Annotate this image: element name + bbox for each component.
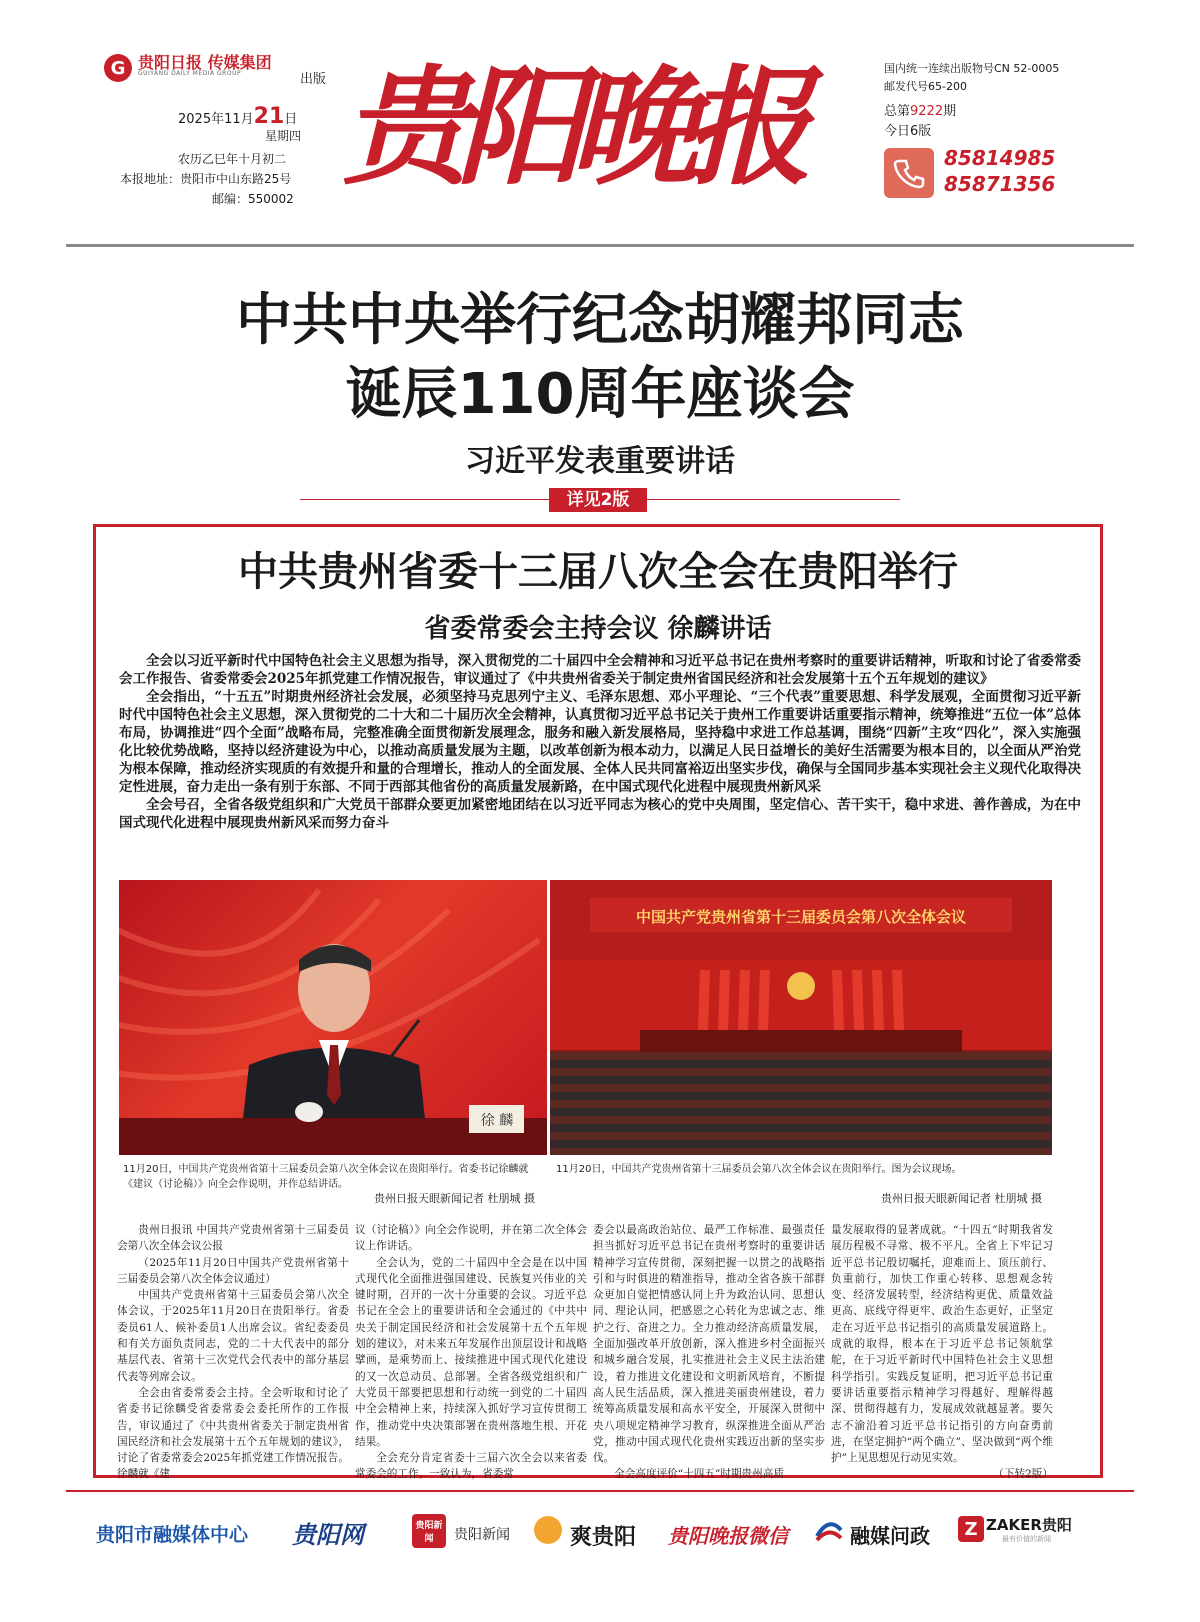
weekday: 星期四 (265, 129, 302, 143)
see-page-badge[interactable]: 详见2版 (549, 488, 647, 512)
headline-line2: 诞辰110周年座谈会 (345, 362, 855, 427)
office-address: 本报地址：贵阳市中山东路25号 (120, 172, 292, 186)
hotline-2: 85871356 (944, 172, 1056, 196)
lead-paragraph: 全会号召，全省各级党组织和广大党员干部群众要更加紧密地团结在以习近平同志为核心的党中央周围，坚定信心、苦干实干，稳中求进、善作善成，为在中国式现代化进程中展现贵州新风采而努力奋斗 (119, 797, 1081, 831)
body-paragraph: 贵州日报讯 中国共产党贵州省第十三届委员会第八次全体会议公报 (117, 1224, 349, 1253)
guiyang-news-logo-icon: 贵阳新闻 (412, 1514, 446, 1548)
hotline-1: 85814985 (944, 146, 1056, 170)
publisher-logo-icon: G (104, 54, 132, 82)
publisher-sub: GUIYANG DAILY MEDIA GROUP (138, 70, 242, 77)
continued-note: （下转2版） (993, 1468, 1053, 1481)
postal-code: 邮发代号65-200 (884, 80, 967, 93)
date-day: 21 (253, 104, 285, 129)
body-column-4 (831, 1222, 1053, 1483)
postcode: 邮编：550002 (212, 192, 294, 206)
shuang-guiyang-logo-icon (534, 1516, 562, 1544)
body-paragraph: （2025年11月20日中国共产党贵州省第十三届委员会第八次全体会议通过） (117, 1256, 349, 1285)
body-column-2 (355, 1222, 587, 1483)
issue-date (178, 104, 297, 129)
body-paragraph: 全会充分肯定省委十三届六次全会以来省委常委会的工作。一致认为，省委常 (355, 1452, 587, 1481)
headline-line1: 中共中央举行纪念胡耀邦同志 (236, 288, 964, 353)
lunar-date: 农历乙巳年十月初二 (178, 152, 287, 166)
rongmei-logo-icon (814, 1516, 844, 1544)
headline-sub: 习近平发表重要讲话 (465, 444, 735, 479)
photo2-credit: 贵州日报天眼新闻记者 杜朋城 摄 (881, 1192, 1042, 1205)
story-title: 中共贵州省委十三届八次全会在贵阳举行 (238, 549, 958, 595)
newspaper-title: 贵阳晚报 (342, 53, 799, 203)
hall-banner: 中国共产党贵州省第十三届委员会第八次全体会议 (635, 908, 967, 926)
date-suffix: 日 (284, 112, 298, 127)
body-paragraph: 全会认为，党的二十届四中全会是在以中国式现代化全面推进强国建设、民族复兴伟业的关键时期，召开的一次十分重要的会议。习近平总书记在全会上的重要讲话和全会通过的《中共中央关于制定国民经济和社会发展第十五个五年规划的建议》，对未来五年发展作出顶层设计和战略擘画，是乘势而上、接续推进中国式现代化建设的又一次总动员、总部署。全省各级党组织和广大党员干部要把思想和行动统一到党的二十届四中全会精神上来，持续深入抓好学习宣传贯彻工作，推动党中央决策部署在贵州落地生根、开花结果。 (355, 1256, 587, 1448)
photo2-caption: 11月20日，中国共产党贵州省第十三届委员会第八次全体会议在贵阳举行。图为会议现场。 (556, 1164, 962, 1175)
footer-media-center[interactable]: 贵阳市融媒体中心 (96, 1524, 249, 1546)
masthead-divider (66, 244, 1134, 247)
body-column-1 (117, 1222, 349, 1483)
publisher-name: 贵阳日报 传媒集团 (138, 53, 272, 72)
footer-shuang-guiyang[interactable]: 爽贵阳 (570, 1525, 637, 1550)
footer-rongmei-wenzheng[interactable]: 融媒问政 (850, 1524, 930, 1548)
body-paragraph: 全会由省委常委会主持。全会听取和讨论了省委书记徐麟受省委常委会委托所作的工作报告，审议通过了《中共贵州省委关于制定贵州省国民经济和社会发展第十五个五年规划的建议》，讨论了省委常委会2025年抓党建工作情况报告。徐麟就《建 (117, 1386, 349, 1481)
speaker-nameplate: 徐 麟 (480, 1113, 514, 1129)
body-paragraph: 议（讨论稿）》向全会作说明，并在第二次全体会议上作讲话。 (355, 1224, 587, 1253)
footer-divider (66, 1490, 1134, 1492)
footer-guiyang-news[interactable]: 贵阳新闻 (454, 1527, 510, 1543)
lead-paragraph: 全会以习近平新时代中国特色社会主义思想为指导，深入贯彻党的二十届四中全会精神和习近平总书记在贵州考察时的重要讲话精神，听取和讨论了省委常委会工作报告、省委常委会2025年抓党建工作情况报告，审议通过了《中共贵州省委关于制定贵州省国民经济和社会发展第十五个五年规划的建议》 (119, 653, 1081, 687)
footer-guiyang-net[interactable]: 贵阳网 (292, 1521, 364, 1549)
issue-num: 9222 (910, 104, 944, 119)
photo1-caption: 11月20日，中国共产党贵州省第十三届委员会第八次全体会议在贵阳举行。省委书记徐麟就《建议（讨论稿）》向全会作说明，并作总结讲话。 (123, 1164, 529, 1190)
lead-paragraph: 全会指出，“十五五”时期贵州经济社会发展，必须坚持马克思列宁主义、毛泽东思想、邓小平理论、“三个代表”重要思想、科学发展观，全面贯彻习近平新时代中国特色社会主义思想，深入贯彻党的二十大和二十届历次全会精神，认真贯彻习近平总书记关于贵州工作重要讲话重要指示精神，统筹推进“五位一体”总体布局，协调推进“四个全面”战略布局，完整准确全面贯彻新发展理念，服务和融入新发展格局，坚持稳中求进工作总基调，围绕“四新”主攻“四化”，深入实施强化比较优势战略，坚持以经济建设为中心，以推动高质量发展为主题，以改革创新为根本动力，以满足人民日益增长的美好生活需要为根本目的，以全面从严治党为根本保障，推动经济实现质的有效提升和量的合理增长，推动人的全面发展、全体人民共同富裕迈出坚实步伐，确保与全国同步基本实现社会主义现代化取得决定性进展，奋力走出一条有别于东部、不同于西部其他省份的高质量发展新路，在中国式现代化进程中展现贵州新风采 (119, 689, 1081, 795)
photo-speaker (119, 880, 547, 1155)
story-subtitle: 省委常委会主持会议 徐麟讲话 (424, 614, 772, 644)
footer-wechat[interactable]: 贵阳晚报微信 (668, 1524, 788, 1548)
issue-suffix: 期 (943, 104, 957, 119)
footer-zaker[interactable]: ZAKER贵阳 (986, 1516, 1072, 1534)
body-paragraph: 量发展取得的显著成就。“十四五”时期我省发展历程极不寻常、极不平凡。全省上下牢记习近平总书记殷切嘱托，迎难而上、顶压前行、负重前行，加快工作重心转移、思想观念转变、经济发展转型，经济结构更优、质量效益更高、底线守得更牢、政治生态更好，正坚定走在习近平总书记指引的高质量发展道路上。成就的取得，根本在于习近平总书记领航掌舵，在于习近平新时代中国特色社会主义思想科学指引。实践反复证明，把习近平总书记重要讲话重要指示精神学习得越好、理解得越深、贯彻得越有力，发展成效就越显著。要矢志不渝沿着习近平总书记指引的方向奋勇前进，在坚定拥护“两个确立”、坚决做到“两个维护”上见思想见行动见实效。 (831, 1224, 1053, 1465)
issue-prefix: 总第 (884, 104, 911, 119)
phone-icon (884, 148, 934, 198)
body-paragraph: 中国共产党贵州省第十三届委员会第八次全体会议，于2025年11月20日在贵阳举行。省委委员61人、候补委员1人出席会议。省纪委委员和有关方面负责同志，党的二十大代表中的部分基层代表、省第十三次党代会代表中的部分基层代表等列席会议。 (117, 1289, 349, 1383)
body-paragraph: 全会高度评价“十四五”时期贵州高质 (614, 1468, 784, 1481)
body-column-3 (593, 1222, 825, 1483)
photo1-credit: 贵州日报天眼新闻记者 杜朋城 摄 (374, 1192, 535, 1205)
today-editions: 今日6版 (884, 124, 932, 139)
meeting-hall-illustration (550, 880, 1052, 1155)
story-lead (119, 652, 1081, 832)
date-prefix: 2025年11月 (178, 112, 254, 127)
body-paragraph: 委会以最高政治站位、最严工作标准、最强责任担当抓好习近平总书记在贵州考察时的重要讲话精神学习宣传贯彻，深刻把握一以贯之的战略指引和与时俱进的精准指导，推动全省各族干部群众更加自觉把情感认同上升为政治认同、思想认同、理论认同，把感恩之心转化为忠诚之志、维护之行、奋进之力。全力推动经济高质量发展，全面加强改革开放创新，深入推进乡村全面振兴和城乡融合发展，扎实推进社会主义民主法治建设，着力推进文化建设和文明新风培育，不断提高人民生活品质，深入推进美丽贵州建设，着力统筹高质量发展和高水平安全，开展深入贯彻中央八项规定精神学习教育，纵深推进全面从严治党，推动中国式现代化贵州实践迈出新的坚实步伐。 (593, 1224, 825, 1465)
publisher-out: 出版 (300, 72, 327, 87)
speaker-photo-illustration (119, 880, 547, 1155)
zaker-tagline: 最有价值的新闻 (1002, 1535, 1051, 1543)
issue-number (884, 100, 956, 119)
photo-meeting-hall (550, 880, 1052, 1155)
cn-code: 国内统一连续出版物号CN 52-0005 (884, 62, 1060, 75)
zaker-logo-icon: Z (958, 1516, 984, 1542)
